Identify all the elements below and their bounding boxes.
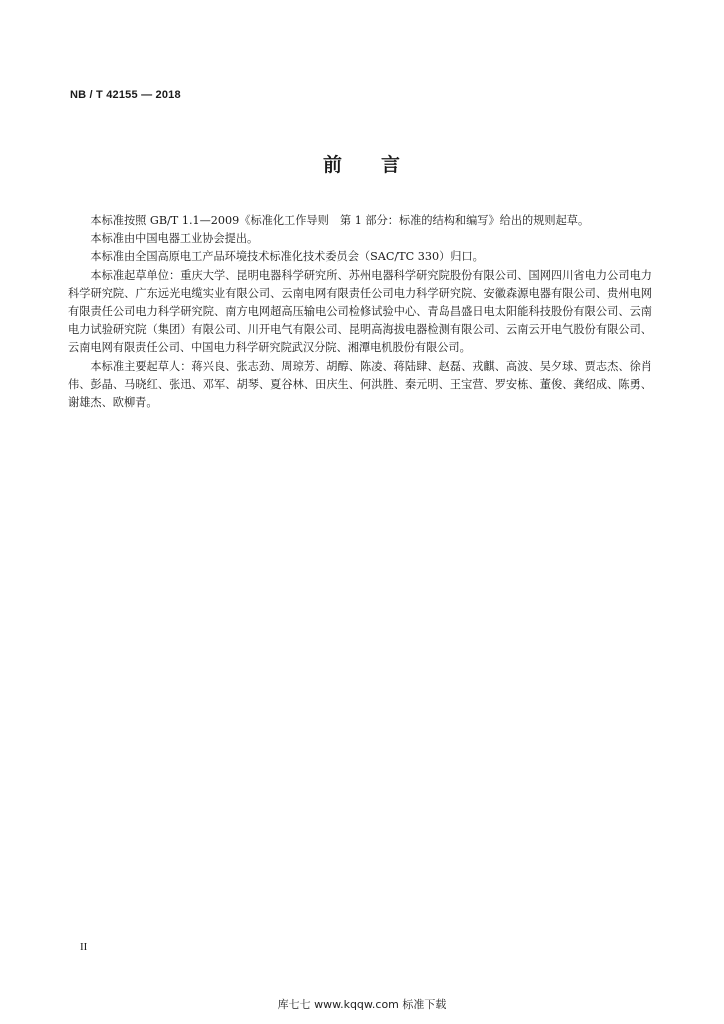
paragraph-committee: 本标准由全国高原电工产品环境技术标准化技术委员会（SAC/TC 330）归口。 [90,250,484,264]
foreword-body [68,212,652,412]
standard-code: NB / T 42155 — 2018 [70,89,181,101]
paragraph-drafting-rules: 本标准按照 GB/T 1.1—2009《标准化工作导则 第 1 部分：标准的结构和编写》给出的规则起草。 [90,214,590,227]
footer-watermark: 库七七 www.kqqw.com 标准下载 [277,998,447,1011]
title-char-1: 前 [322,154,343,176]
paragraph-drafters: 本标准主要起草人：蒋兴良、张志劲、周琼芳、胡醇、陈凌、蒋陆肆、赵磊、戎麒、高波、吴夕球、贾志杰、徐肖伟、彭晶、马晓红、张迅、邓军、胡琴、夏谷林、田庆生、何洪胜、秦元明、王宝营、罗安栋、董俊、龚绍成、陈勇、谢雄杰、欧柳青。 [68,359,652,410]
paragraph-proposer: 本标准由中国电器工业协会提出。 [90,232,259,246]
page-title [0,150,724,177]
title-char-2: 言 [381,154,402,176]
paragraph-drafting-units: 本标准起草单位：重庆大学、昆明电器科学研究所、苏州电器科学研究院股份有限公司、国网四川省电力公司电力科学研究院、广东远光电缆实业有限公司、云南电网有限责任公司电力科学研究院、安徽森源电器有限公司、贵州电网有限责任公司电力科学研究院、南方电网超高压输电公司检修试验中心、青岛昌盛日电太阳能科技股份有限公司、云南电力试验研究院（集团）有限公司、川开电气有限公司、昆明高海拔电器检测有限公司、云南云开电气股份有限公司、云南电网有限责任公司、中国电力科学研究院武汉分院、湘潭电机股份有限公司。 [68,268,652,355]
page-number: II [80,941,88,953]
